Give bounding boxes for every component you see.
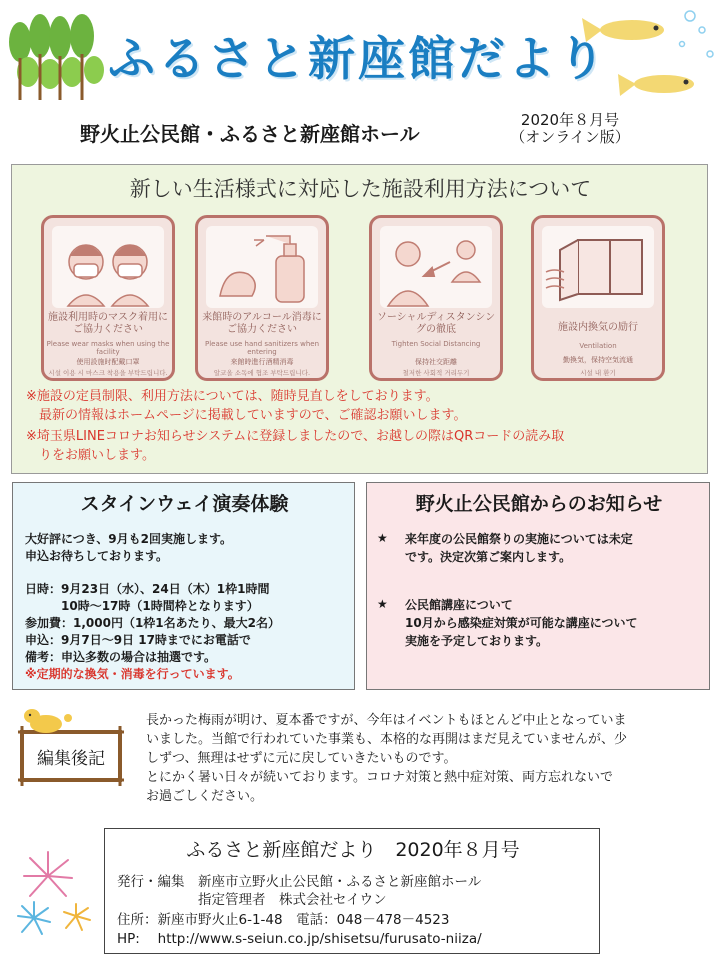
- address-line: 住所：新座市野火止6-1-48 電話：048－478－4523: [117, 912, 450, 928]
- steinway-line: 大好評につき、9月も2回実施します。: [25, 532, 233, 546]
- distancing-card-jp: ソーシャルディスタンシングの徹底: [376, 312, 496, 335]
- distancing-card-zh: 保持社交距離: [415, 358, 457, 366]
- issue-date: 2020年８月号: [520, 111, 620, 129]
- steinway-line: 10時～17時（1時間枠となります）: [25, 599, 259, 613]
- homepage-link[interactable]: HP: http://www.s-seiun.co.jp/shisetsu/furusato-niiza/: [117, 931, 482, 947]
- sanitizer-card-en: Please use hand sanitizers when entering: [204, 340, 320, 356]
- distancing-card-ko: 철저한 사회적 거리두기: [402, 369, 470, 377]
- publication-info-box: [104, 828, 600, 954]
- editor-note-label: 編集後記: [37, 749, 105, 769]
- social-distancing-icon: [380, 226, 492, 308]
- mask-card-jp: 施設利用時のマスク着用にご協力ください: [48, 312, 168, 335]
- editor-note-line: お過ごしください。: [146, 789, 264, 804]
- facility-note-line: ※埼玉県LINEコロナお知らせシステムに登録しましたので、お越しの際はQRコードの読み取: [26, 429, 565, 444]
- editor-note-line: いました。当館で行われていた事業も、本格的な再開はまだ見えていませんが、少: [146, 732, 628, 747]
- footer-title: ふるさと新座館だより 2020年８月号: [186, 839, 520, 861]
- trees-illustration: [6, 8, 106, 104]
- ventilation-card-en: Ventilation: [579, 342, 617, 350]
- notice-section: [366, 482, 710, 690]
- fireworks-illustration: [8, 846, 100, 946]
- sanitizer-card-ko: 알코올 소독에 협조 부탁드립니다.: [213, 369, 311, 377]
- steinway-title: スタインウェイ演奏体験: [80, 493, 289, 515]
- steinway-line: 備考：申込多数の場合は抽選です。: [25, 650, 217, 664]
- distancing-card-en: Tighten Social Distancing: [391, 340, 481, 348]
- sanitizer-card-jp: 来館時のアルコール消毒にご協力ください: [202, 312, 322, 335]
- manager-line: 指定管理者 株式会社セイウン: [117, 892, 387, 908]
- ventilation-icon: [542, 226, 654, 308]
- ventilation-card-ko: 시설 내 환기: [580, 369, 616, 377]
- editor-note-line: とにかく暑い日々が続いております。コロナ対策と熱中症対策、両方忘れないで: [146, 770, 613, 785]
- editor-note-line: しずつ、無理はせずに元に戻していきたいものです。: [146, 751, 457, 766]
- mask-card: [41, 215, 175, 381]
- ventilation-card-zh: 勤換気，保持空気流通: [563, 356, 633, 364]
- notice-line: 実施を予定しております。: [405, 634, 549, 648]
- ventilation-card-jp: 施設内換気の励行: [558, 322, 638, 333]
- mask-card-ko: 시설 이용 시 마스크 착용을 부탁드립니다.: [48, 369, 168, 377]
- ventilation-card: [531, 215, 665, 381]
- dog-illustration: [20, 706, 80, 734]
- organization-name: 野火止公民館・ふるさと新座館ホール: [80, 122, 420, 146]
- mask-icon: [52, 226, 164, 308]
- sanitizer-card-zh: 来館時進行酒精消毒: [230, 358, 294, 366]
- hand-sanitizer-icon: [206, 226, 318, 308]
- notice-line: 来年度の公民館祭りの実施については未定: [405, 532, 633, 546]
- facility-note-line: ※施設の定員制限、利用方法については、随時見直しをしております。: [26, 389, 439, 404]
- star-icon: ★: [377, 597, 388, 611]
- star-icon: ★: [377, 531, 388, 545]
- steinway-warning: ※定期的な換気・消毒を行っています。: [25, 667, 240, 681]
- newsletter-title: ふるさと新座館だより: [108, 32, 608, 87]
- mask-card-zh: 使用設施时配戴口罩: [76, 358, 140, 366]
- facility-note-line: りをお願いします。: [26, 448, 155, 463]
- issue-info: [500, 112, 640, 146]
- steinway-line: 参加費：1,000円（1枠1名あたり、最大2名）: [25, 616, 281, 630]
- notice-line: です。決定次第ご案内します。: [405, 550, 572, 564]
- notice-title: 野火止公民館からのお知らせ: [415, 493, 663, 515]
- notice-line: 10月から感染症対策が可能な講座について: [405, 616, 638, 630]
- facility-usage-section: [11, 164, 708, 474]
- sanitizer-card: [195, 215, 329, 381]
- steinway-section: [12, 482, 355, 690]
- distancing-card: [369, 215, 503, 381]
- steinway-line: 日時：9月23日（水）、24日（木）1枠1時間: [25, 582, 270, 596]
- mask-card-en: Please wear masks when using the facility: [46, 340, 170, 356]
- steinway-line: 申込お待ちしております。: [25, 549, 169, 563]
- issue-edition: （オンライン版）: [510, 128, 630, 146]
- notice-line: 公民館講座について: [405, 598, 513, 612]
- facility-note-line: 最新の情報はホームページに掲載していますので、ご確認お願いします。: [26, 408, 467, 423]
- steinway-line: 申込：9月7日～9日 17時までにお電話で: [25, 633, 251, 647]
- facility-section-title: 新しい生活様式に対応した施設利用方法について: [129, 177, 592, 201]
- publisher-line: 発行・編集 新座市立野火止公民館・ふるさと新座館ホール: [117, 874, 482, 890]
- editor-note-line: 長かった梅雨が明け、夏本番ですが、今年はイベントもほとんど中止となっていま: [146, 713, 627, 728]
